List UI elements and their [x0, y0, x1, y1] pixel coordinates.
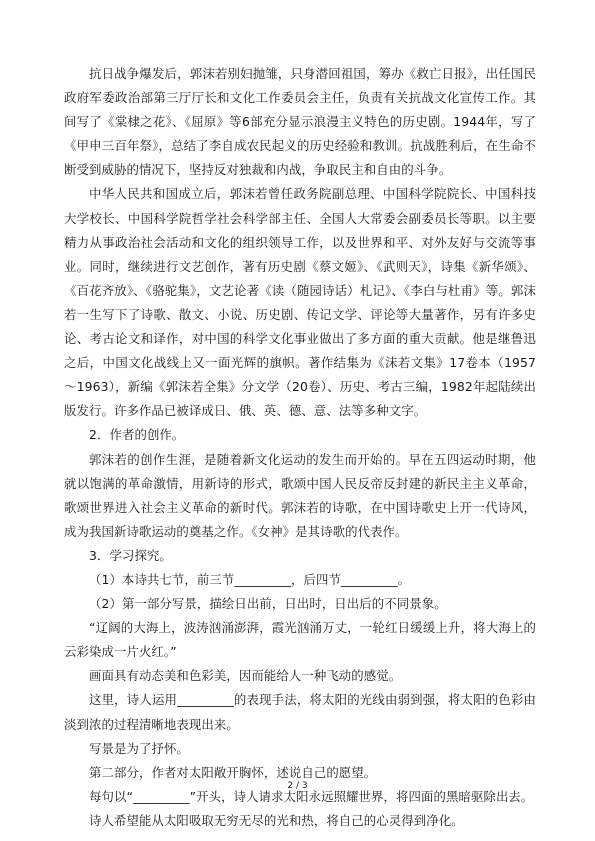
paragraph-creation-career: 郭沫若的创作生涯，是随着新文化运动的发生而开始的。早在五四运动时期，他就以饱满的革命激情，用新诗的形式，歌颂中国人民反帝反封建的新民主主义革命，歌颂世界进入社会主义革命的新时代。郭沫若的诗歌，在中国诗歌史上开一代诗风，成为我国新诗歌运动的奠基之作。《女神》是其诗歌的代表作。 [64, 451, 536, 539]
question-1: （1）本诗共七节，前三节_________，后四节_________。 [89, 571, 411, 587]
paragraph-war-period: 抗日战争爆发后，郭沫若别妇抛雏，只身潜回祖国，筹办《救亡日报》，出任国民政府军委政治部第三厅厅长和文化工作委员会主任，负责有关抗战文化宣传工作。其间写了《棠棣之花》、《屈原》等6部充分显示浪漫主义特色的历史剧。1944年，写了《甲申三百年祭》，总结了李自成农民起义的历史经验和教训。抗战胜利后，在生命不断受到威胁的情况下，坚持反对独裁和内战，争取民主和自由的斗争。 [64, 66, 536, 178]
heading-study-explore: 3．学习探究。 [89, 547, 172, 563]
paragraph-poet-hope: 诗人希望能从太阳吸取无穷无尽的光和热，将自己的心灵得到净化。 [89, 812, 464, 828]
paragraph-dynamic-beauty: 画面具有动态美和色彩美，因而能给人一种飞动的感觉。 [89, 668, 402, 684]
paragraph-part-two: 第二部分，作者对太阳敞开胸怀，述说自己的愿望。 [89, 764, 377, 780]
paragraph-each-line: 每句以“_________”开头，诗人请求太阳永远照耀世界，将四面的黑暗驱除出去。 [89, 788, 534, 804]
page-number: 2 / 3 [287, 781, 308, 791]
paragraph-technique: 这里，诗人运用_________的表现手法，将太阳的光线由弱到强，将太阳的色彩由淡到浓的过程清晰地表现出来。 [64, 692, 536, 732]
quoted-scene: “辽阔的大海上，波涛汹涌澎湃，霞光汹涌万丈，一轮红日缓缓上升，将大海上的云彩染成一片火红。” [64, 620, 536, 660]
paragraph-scenery-purpose: 写景是为了抒怀。 [89, 740, 189, 756]
paragraph-after-1949: 中华人民共和国成立后，郭沫若曾任政务院副总理、中国科学院院长、中国科技大学校长、中国科学院哲学社会科学部主任、全国人大常委会副委员长等职。以主要精力从事政治社会活动和文化的组织领导工作，以及世界和平、对外友好与交流等事业。同时，继续进行文艺创作，著有历史剧《蔡文姬》、《武则天》，诗集《新华颂》、《百花齐放》、《骆驼集》，文艺论著《读（随园诗话）札记》、《李白与杜甫》等。郭沫若一生写下了诗歌、散文、小说、历史剧、传记文学、评论等大量著作，另有许多史论、考古论文和译作，对中国的科学文化事业做出了多方面的重大贡献。他是继鲁迅之后，中国文化战线上又一面光辉的旗帜。著作结集为《沫若文集》17卷本（1957～1963），新编《郭沫若全集》分文学（20卷）、历史、考古三编，1982年起陆续出版发行。许多作品已被译成日、俄、英、德、意、法等多种文字。 [64, 186, 536, 419]
question-2: （2）第一部分写景，描绘日出前，日出时，日出后的不同景象。 [89, 596, 447, 612]
body-text [64, 62, 536, 833]
heading-author-creation: 2．作者的创作。 [89, 427, 185, 443]
